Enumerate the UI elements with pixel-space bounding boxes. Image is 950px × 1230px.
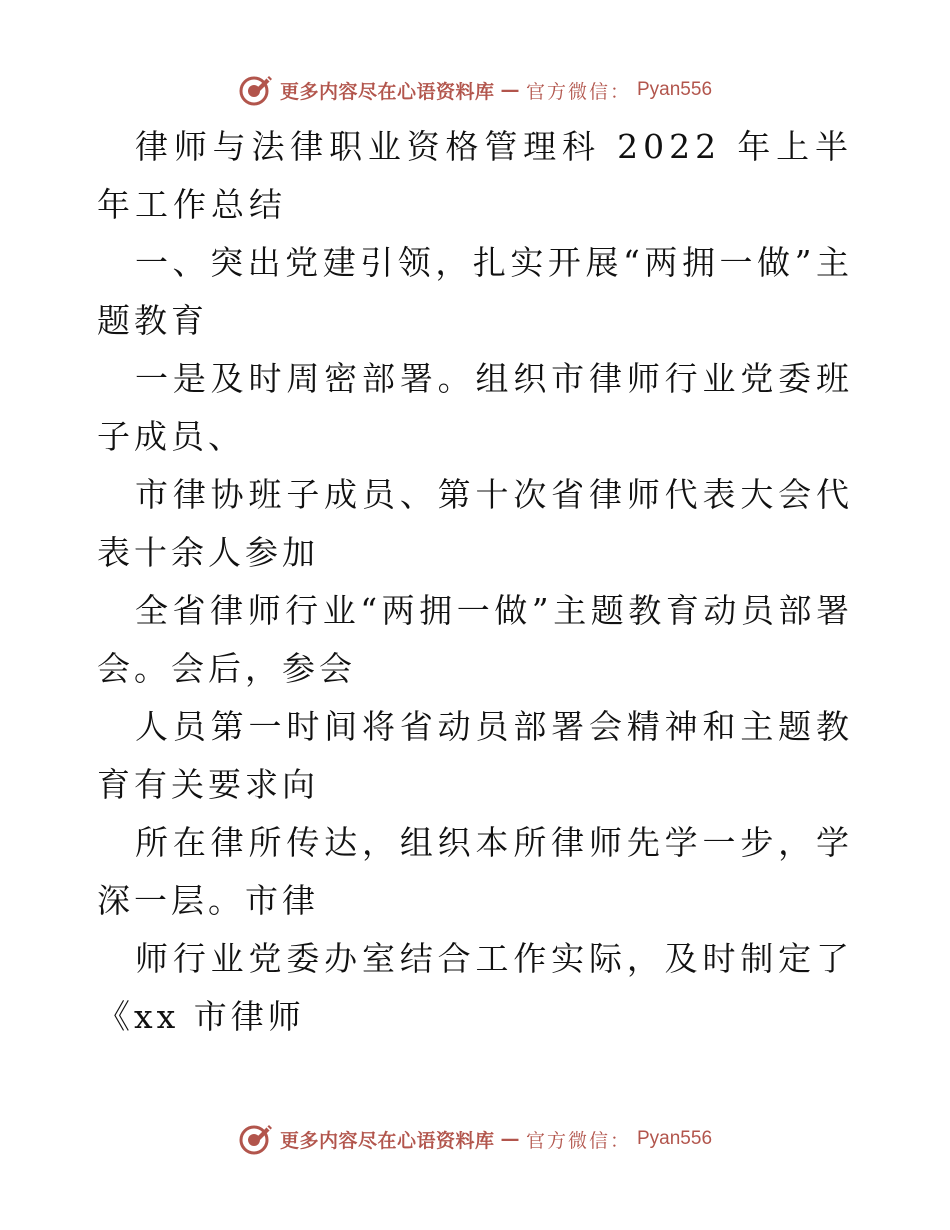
paragraph: 全省律师行业“两拥一做”主题教育动员部署 会。会后，参会 <box>97 591 853 688</box>
pen-logo-icon <box>238 1121 274 1157</box>
paragraph: 一是及时周密部署。组织市律师行业党委班子成员、 <box>97 359 853 456</box>
paragraph: 所在律所传达，组织本所律师先学一步，学深一层。市律 <box>97 823 853 920</box>
wechat-label: 官方微信： <box>525 1129 631 1152</box>
paragraph: 市律协班子成员、第十次省律师代表大会代表十余人参加 <box>97 475 853 572</box>
paragraph: 师行业党委办室结合工作实际，及时制定了《xx 市律师 <box>97 939 853 1036</box>
wechat-id: Pyan556 <box>637 1128 713 1149</box>
paragraph: 人员第一时间将省动员部署会精神和主题教育有关要求向 <box>97 707 853 804</box>
watermark-dash: — <box>500 1128 520 1150</box>
watermark-dash: — <box>500 79 520 101</box>
watermark-text: 更多内容尽在心语资料库 <box>279 1129 495 1152</box>
wechat-id: Pyan556 <box>637 79 713 100</box>
footer-watermark <box>0 1119 950 1159</box>
document-body <box>97 118 853 1046</box>
pen-logo-icon <box>238 72 274 108</box>
section-heading: 一、突出党建引领，扎实开展“两拥一做”主题教育 <box>97 243 853 340</box>
watermark-text: 更多内容尽在心语资料库 <box>279 80 495 103</box>
wechat-label: 官方微信： <box>525 80 631 103</box>
document-title: 律师与法律职业资格管理科 2022 年上半年工作总结 <box>97 127 853 224</box>
header-watermark <box>0 70 950 110</box>
